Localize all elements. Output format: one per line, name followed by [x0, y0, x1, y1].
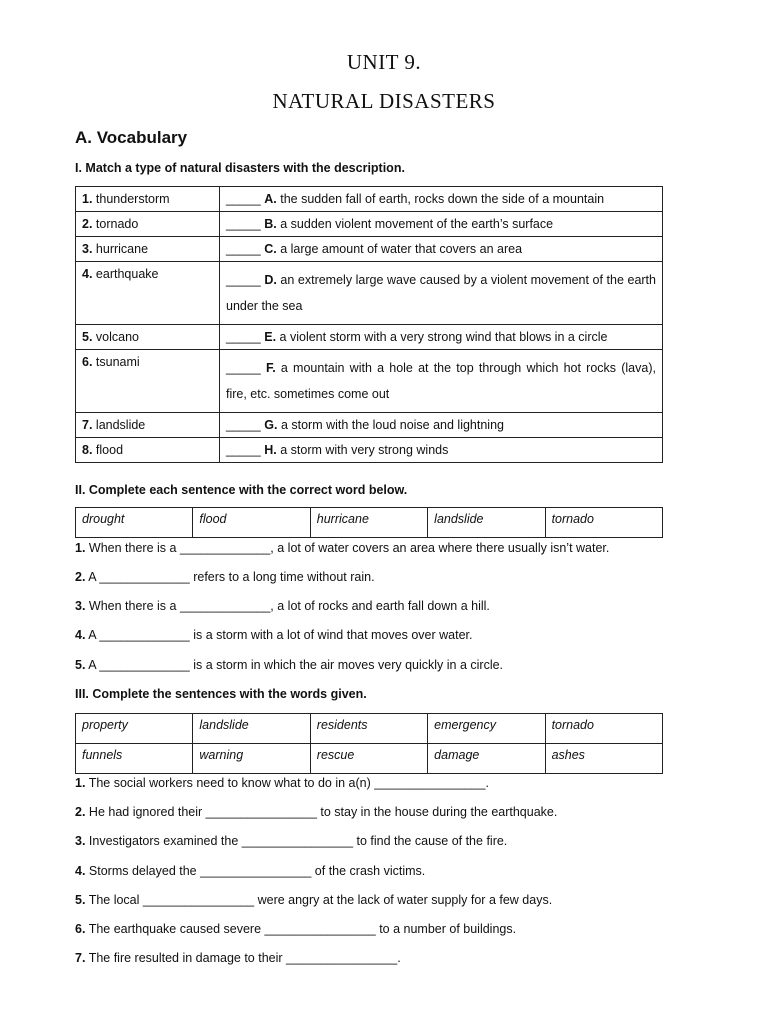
word-cell: 7. landslide [76, 413, 220, 438]
word-bank-cell: funnels [76, 744, 193, 774]
word-bank-cell: damage [428, 744, 545, 774]
table-row [76, 350, 663, 413]
sentence: 6. The earthquake caused severe ________________ to a number of buildings. [75, 922, 517, 936]
desc-cell: _____ D. an extremely large wave caused by a violent movement of the earth under the sea [220, 262, 663, 325]
word-bank-cell: drought [76, 508, 193, 538]
word-bank-cell: property [76, 714, 193, 744]
sentence: 1. When there is a _____________, a lot of water covers an area where there usually isn’t water. [75, 541, 610, 555]
word-bank-cell: ashes [545, 744, 662, 774]
sentence: 5. A _____________ is a storm in which the air moves very quickly in a circle. [75, 658, 504, 672]
desc-cell: _____ H. a storm with very strong winds [220, 438, 663, 463]
table-row [76, 262, 663, 325]
word-bank-cell: rescue [310, 744, 427, 774]
sentence: 1. The social workers need to know what to do in a(n) ________________. [75, 776, 489, 790]
table-row [76, 187, 663, 212]
desc-cell: _____ E. a violent storm with a very strong wind that blows in a circle [220, 325, 663, 350]
word-bank-cell: hurricane [310, 508, 427, 538]
table-row [76, 212, 663, 237]
word-bank-cell: residents [310, 714, 427, 744]
word-cell: 4. earthquake [76, 262, 220, 325]
word-bank-cell: tornado [545, 508, 662, 538]
sentence: 2. He had ignored their ________________ to stay in the house during the earthquake. [75, 805, 558, 819]
word-cell: 5. volcano [76, 325, 220, 350]
table-row [76, 325, 663, 350]
word-bank-cell: landslide [193, 714, 310, 744]
sentence: 3. When there is a _____________, a lot of rocks and earth fall down a hill. [75, 599, 490, 613]
table-row [76, 744, 663, 774]
table-row [76, 438, 663, 463]
word-bank-cell: flood [193, 508, 310, 538]
section-heading: A. Vocabulary [75, 128, 188, 147]
word-bank-cell: landslide [428, 508, 545, 538]
word-bank-table [75, 507, 663, 538]
sentence: 4. A _____________ is a storm with a lot of wind that moves over water. [75, 628, 473, 642]
word-cell: 2. tornado [76, 212, 220, 237]
unit-title: UNIT 9. [346, 50, 422, 74]
sentence: 7. The fire resulted in damage to their ________________. [75, 951, 401, 965]
part2-instruction: II. Complete each sentence with the correct word below. [75, 483, 408, 497]
word-bank-cell: warning [193, 744, 310, 774]
desc-cell: _____ A. the sudden fall of earth, rocks down the side of a mountain [220, 187, 663, 212]
desc-cell: _____ C. a large amount of water that covers an area [220, 237, 663, 262]
part1-instruction: I. Match a type of natural disasters with the description. [75, 161, 405, 175]
word-cell: 3. hurricane [76, 237, 220, 262]
sentence: 3. Investigators examined the ________________ to find the cause of the fire. [75, 834, 508, 848]
word-cell: 6. tsunami [76, 350, 220, 413]
part3-instruction: III. Complete the sentences with the words given. [75, 687, 367, 701]
table-row [76, 714, 663, 744]
sentence: 4. Storms delayed the ________________ of the crash victims. [75, 864, 426, 878]
word-bank-table [75, 713, 663, 774]
table-row [76, 237, 663, 262]
unit-subtitle: NATURAL DISASTERS [272, 89, 496, 113]
desc-cell: _____ G. a storm with the loud noise and lightning [220, 413, 663, 438]
table-row [76, 508, 663, 538]
desc-cell: _____ B. a sudden violent movement of the earth’s surface [220, 212, 663, 237]
word-bank-cell: emergency [428, 714, 545, 744]
word-cell: 8. flood [76, 438, 220, 463]
matching-table [75, 186, 663, 463]
sentence: 5. The local ________________ were angry at the lack of water supply for a few days. [75, 893, 553, 907]
sentence: 2. A _____________ refers to a long time without rain. [75, 570, 375, 584]
word-bank-cell: tornado [545, 714, 662, 744]
word-cell: 1. thunderstorm [76, 187, 220, 212]
desc-cell: _____ F. a mountain with a hole at the top through which hot rocks (lava), fire, etc. sometimes come out [220, 350, 663, 413]
table-row [76, 413, 663, 438]
